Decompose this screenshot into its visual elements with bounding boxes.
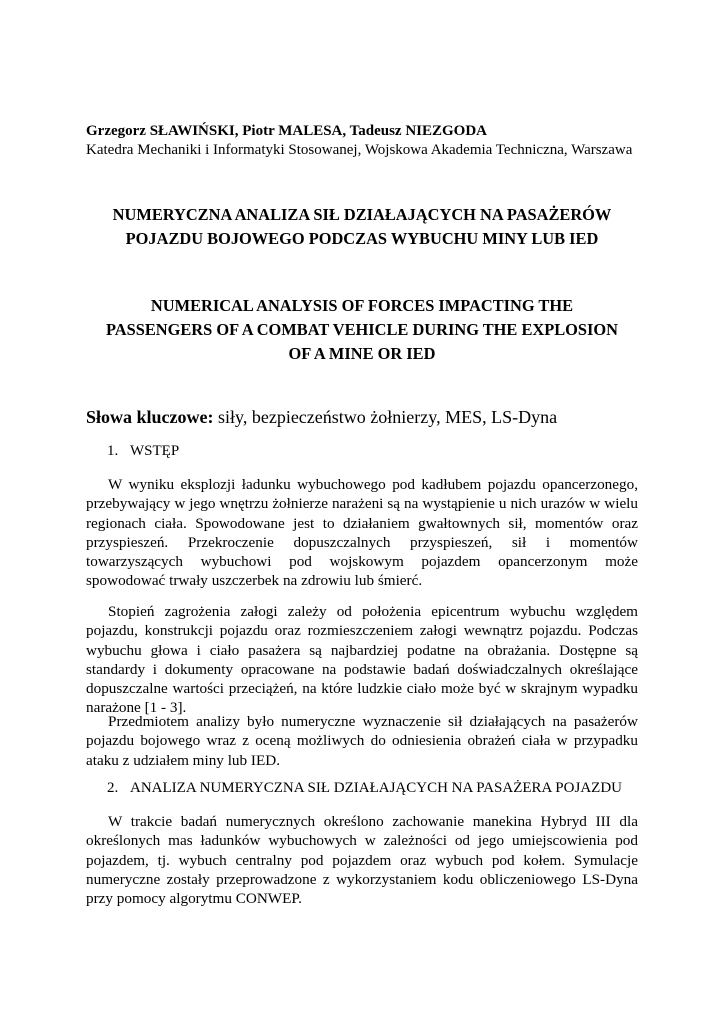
paragraph-4: W trakcie badań numerycznych określono zachowanie manekina Hybryd III dla określonych mas ładunków wybuchowych w zależności od jego umiejscowienia pod pojazdem, tj. wybuch centralny pod pojazdem oraz wybuch pod kołem. Symulacje numeryczne zostały przeprowadzone z wykorzystaniem kodu obliczeniowego LS-Dyna przy pomocy algorytmu CONWEP. [86,813,638,908]
section-title: ANALIZA NUMERYCZNA SIŁ DZIAŁAJĄCYCH NA PASAŻERA POJAZDU [130,780,622,796]
title-polish [60,203,664,251]
title-english-line-1: NUMERICAL ANALYSIS OF FORCES IMPACTING THE [150,296,574,315]
affiliation: Katedra Mechaniki i Informatyki Stosowanej, Wojskowa Akademia Techniczna, Warszawa [86,142,633,158]
keywords-value: siły, bezpieczeństwo żołnierzy, MES, LS-Dyna [218,407,558,427]
title-english [60,294,664,366]
paragraph-1: W wyniku eksplozji ładunku wybuchowego pod kadłubem pojazdu opancerzonego, przebywający w jego wnętrzu żołnierze narażeni są na wystąpienie u nich urazów w wielu regionach ciała. Spowodowane jest to działaniem gwałtownych sił, momentów oraz przyspieszeń. Przekroczenie dopuszczalnych przyspieszeń, sił i momentów towarzyszących wybuchowi pod wojskowym pojazdem opancerzonym może spowodować trwały uszczerbek na zdrowiu lub śmierć. [86,476,638,590]
section-title: WSTĘP [130,443,180,459]
title-english-line-3: OF A MINE OR IED [288,344,436,363]
keywords [86,408,557,427]
title-english-line-2: PASSENGERS OF A COMBAT VEHICLE DURING THE EXPLOSION [105,320,618,339]
authors: Grzegorz SŁAWIŃSKI, Piotr MALESA, Tadeusz NIEZGODA [86,123,488,139]
section-heading-1 [107,442,179,461]
paragraph-2: Stopień zagrożenia załogi zależy od położenia epicentrum wybuchu względem pojazdu, konstrukcji pojazdu oraz rozmieszczeniem załogi wewnątrz pojazdu. Podczas wybuchu głowa i ciało pasażera są najbardziej podatne na obrażania. Dostępne są standardy i dokumenty opracowane na podstawie badań doświadczalnych określające dopuszczalne wartości przeciążeń, na które ludzkie ciało może być w skrajnym wypadku narażone [1 - 3]. [86,603,638,717]
section-number: 2. [107,780,119,796]
title-polish-line-1: NUMERYCZNA ANALIZA SIŁ DZIAŁAJĄCYCH NA PASAŻERÓW [112,205,612,224]
keywords-label: Słowa kluczowe: [86,407,214,427]
title-polish-line-2: POJAZDU BOJOWEGO PODCZAS WYBUCHU MINY LUB IED [125,229,599,248]
section-number: 1. [107,443,119,459]
paragraph-3: Przedmiotem analizy było numeryczne wyznaczenie sił działających na pasażerów pojazdu bojowego wraz z oceną możliwych do odniesienia obrażeń ciała w przypadku ataku z udziałem miny lub IED. [86,713,638,769]
section-heading-2 [107,779,622,798]
